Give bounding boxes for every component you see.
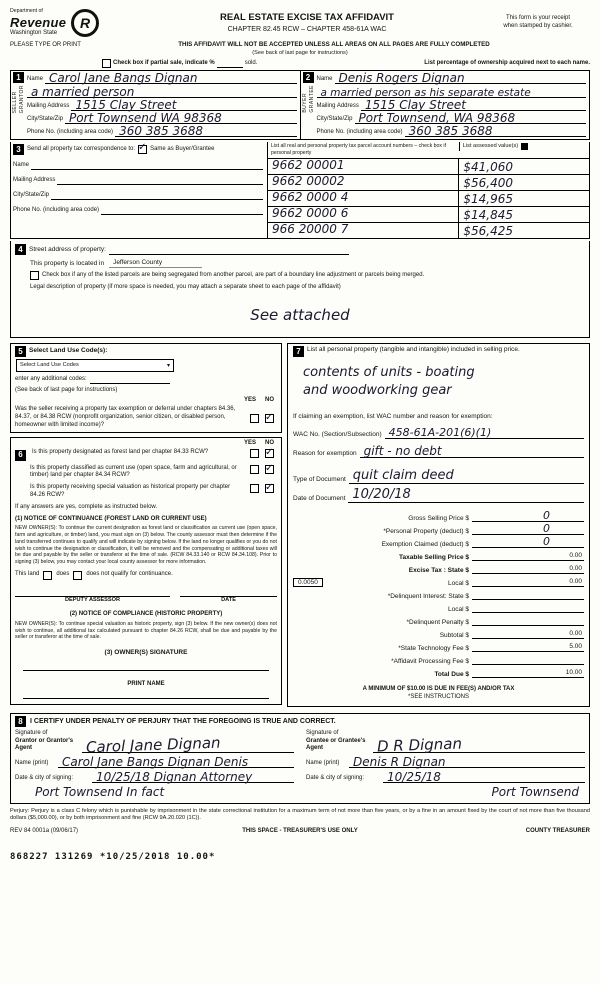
exemption-reason-field[interactable]: gift - no debt — [360, 446, 584, 458]
personal-property-label: List all personal property (tangible and intangible) included in selling price. — [307, 345, 520, 353]
does-label: does — [56, 571, 70, 578]
located-in-label: This property is located in — [30, 259, 105, 267]
if-any-yes-note: If any answers are yes, complete as instructed below. — [15, 503, 158, 510]
land-use-label: Select Land Use Code(s): — [29, 347, 108, 355]
money-label: Taxable Selling Price $ — [399, 554, 469, 562]
segregated-checkbox[interactable] — [30, 271, 39, 280]
partial-sale-label: Check box if partial sale, indicate % — [113, 59, 215, 66]
partial-percent-field[interactable] — [217, 60, 243, 68]
excise-tax-local-field: 0.00 — [472, 576, 584, 587]
personal-property-deduct-field[interactable]: 0 — [472, 524, 584, 535]
subtotal-field: 0.00 — [472, 628, 584, 639]
county-field[interactable]: Jefferson County — [109, 259, 202, 268]
legal-description-area[interactable]: See attached — [250, 305, 350, 324]
forest-no-checkbox[interactable] — [265, 449, 274, 458]
money-label: Exemption Claimed (deduct) $ — [381, 541, 469, 549]
seller-address-label: Mailing Address — [27, 103, 70, 110]
seller-name-field[interactable]: Carol Jane Bangs Dignan — [45, 72, 296, 84]
grantee-agent-label: Grantee or Grantee's Agent — [306, 737, 366, 752]
exemption-reason-label: Reason for exemption — [293, 449, 357, 457]
grantee-signature-block — [306, 730, 585, 801]
historic-question: Is this property receiving special valuation as historical property per chapter 84.26 RCW? — [30, 484, 231, 498]
section-7-badge: 7 — [293, 346, 304, 357]
grantee-name-print-field[interactable]: Denis R Dignan — [349, 756, 585, 768]
sold-label: sold. — [244, 59, 258, 66]
chevron-down-icon: ▾ — [166, 362, 170, 369]
grantor-name-print-field[interactable]: Carol Jane Bangs Dignan Denis — [58, 756, 294, 768]
current-use-question: Is this property classified as current use (open space, farm and agricultural, or timber) land per chapter 84.34 RCW? — [30, 464, 237, 479]
exemption-no-checkbox[interactable] — [265, 414, 274, 423]
correspondence-city-field[interactable] — [51, 188, 263, 200]
signature-of-label: Signature of — [306, 729, 339, 736]
grantor-date-city-field[interactable]: 10/25/18 Dignan Attorney — [92, 771, 294, 783]
parcel-row[interactable]: 9662 0000 4 $14,965 — [268, 191, 589, 207]
perjury-statement: Perjury: Perjury is a class C felony which is punishable by imprisonment in the state correctional institution for a maximum term of not more than five years, or by a fine in an amount fixed by the court of not more than five thousand dollars ($5,000.00), or by both imprisonment and fine (RCW 9A.20.020 (1C)). — [10, 808, 590, 822]
owner-signature-field[interactable] — [23, 658, 269, 671]
money-label: Subtotal $ — [439, 632, 469, 640]
grantee-date-city-field[interactable]: 10/25/18 — [383, 771, 585, 783]
money-label: Excise Tax : State $ — [408, 567, 469, 575]
seller-side-label: SELLER GRANTOR — [12, 85, 25, 114]
money-label: *Affidavit Processing Fee $ — [391, 658, 469, 666]
land-use-select[interactable]: Select Land Use Codes ▾ — [16, 359, 174, 372]
money-label: Local $ — [448, 606, 469, 614]
no-header: NO — [265, 396, 274, 403]
gross-selling-price-field[interactable]: 0 — [472, 511, 584, 522]
section-2-badge: 2 — [303, 72, 314, 83]
seller-name-field-2[interactable]: a married person — [27, 84, 297, 98]
correspondence-phone-field[interactable] — [101, 203, 263, 215]
buyer-city-label: City/State/Zip — [316, 116, 353, 123]
owners-signature-title: (3) OWNER(S) SIGNATURE — [104, 649, 188, 657]
correspondence-name-label: Name — [13, 162, 30, 169]
money-label: *Delinquent Penalty $ — [406, 619, 469, 627]
form-chapter: CHAPTER 82.45 RCW – CHAPTER 458-61A WAC — [227, 25, 387, 33]
seller-address-field[interactable]: 1515 Clay Street — [71, 99, 296, 111]
minimum-due-note: A MINIMUM OF $10.00 IS DUE IN FEE(S) AND/OR TAX — [362, 686, 515, 693]
wac-number-label: WAC No. (Section/Subsection) — [293, 430, 382, 438]
section-5 — [10, 343, 282, 433]
receipt-note-line2: when stamped by cashier. — [503, 23, 573, 29]
document-date-field[interactable]: 10/20/18 — [348, 491, 584, 503]
parcel-row[interactable]: 9662 0000 6 $14,845 — [268, 207, 589, 223]
buyer-phone-label: Phone No. (including area code) — [316, 129, 403, 136]
section-3-badge: 3 — [13, 144, 24, 155]
document-type-field[interactable]: quit claim deed — [349, 472, 584, 484]
correspondence-address-field[interactable] — [57, 173, 263, 185]
form-revision-number: REV 84 0001a (09/06/17) — [10, 827, 79, 834]
seller-city-field[interactable]: Port Townsend WA 98368 — [65, 112, 296, 124]
money-label: Total Due $ — [434, 671, 469, 679]
parcel-numbers-header: List all real and personal property tax parcel account numbers – check box if personal property — [271, 143, 447, 156]
date-label: DATE — [221, 596, 236, 603]
does-not-qualify-checkbox[interactable] — [73, 571, 82, 580]
value-header-box-icon — [521, 143, 528, 150]
revenue-logo — [10, 8, 128, 38]
seller-phone-field[interactable]: 360 385 3688 — [115, 125, 296, 137]
correspondence-name-field[interactable] — [31, 158, 263, 170]
grantor-signature-field[interactable]: Carol Jane Dignan — [82, 741, 294, 753]
buyer-section — [301, 70, 591, 140]
print-name-label: PRINT NAME — [127, 680, 165, 687]
form-header — [10, 8, 590, 38]
document-date-label: Date of Document — [293, 494, 346, 502]
ownership-percentage-note: List percentage of ownership acquired next to each name. — [424, 59, 590, 66]
yes-header: YES — [243, 396, 256, 403]
notice-continuance-body: NEW OWNER(S): To continue the current designation as forest land or classification as current use (open space, farm and agriculture, or timber) land, you must sign on (3) below. The county assessor must then determine if the land transferred continues to qualify and will indicate by signing below. If the land no longer qualifies or you do not wish to continue the designation or classification, it will be removed and the compensating or additional taxes will be due and payable by the seller or transferor at the time of sale. (RCW 84.33.140 or RCW 84.34.108). Prior to signing (3) below, you may contact your local county assessor for more information. — [15, 525, 277, 566]
parties-section — [10, 70, 590, 140]
date-city-label: Date & city of signing: — [306, 775, 365, 782]
state-technology-fee-field: 5.00 — [472, 641, 584, 652]
correspondence-phone-label: Phone No. (including area code) — [13, 207, 100, 214]
personal-property-field[interactable]: contents of units - boating and woodworking gear — [303, 364, 475, 398]
seller-name-label: Name — [27, 76, 44, 83]
delinquent-interest-local-field[interactable] — [472, 602, 584, 613]
yes-header-2: YES — [243, 439, 256, 446]
local-rate-box: 0.0050 — [293, 578, 323, 587]
grantee-city-overflow: Port Townsend — [491, 785, 579, 800]
section-3 — [10, 142, 590, 239]
forest-yes-checkbox[interactable] — [250, 449, 259, 458]
money-label: *Personal Property (deduct) $ — [383, 528, 469, 536]
does-not-label: does not qualify for continuance. — [86, 571, 173, 578]
see-back-note: (See back of last page for instructions) — [252, 49, 348, 56]
same-as-buyer-checkbox[interactable] — [138, 145, 147, 154]
exemption-claim-label: If claiming an exemption, list WAC number and reason for exemption: — [293, 412, 493, 420]
tax-exemption-question: Was the seller receiving a property tax exemption or deferral under chapters 84.36, 84.37, or 84.38 RCW (nonprofit organization, senior citizen, or disabled person, homeowner with limited income)? — [15, 406, 236, 428]
excise-tax-state-field: 0.00 — [472, 563, 584, 574]
segregated-label: Check box if any of the listed parcels are being segregated from another parcel, are part of a boundary line adjustment or parcels being merged. — [42, 271, 425, 278]
name-print-label: Name (print) — [15, 760, 49, 767]
revenue-wordmark: Revenue — [10, 14, 67, 30]
deputy-assessor-label: DEPUTY ASSESSOR — [65, 596, 121, 603]
section-8-badge: 8 — [15, 716, 26, 727]
historic-no-checkbox[interactable] — [265, 484, 274, 493]
affidavit-processing-fee-field[interactable] — [472, 654, 584, 665]
seller-section — [10, 70, 301, 140]
section-5-badge: 5 — [15, 346, 26, 357]
seller-phone-label: Phone No. (including area code) — [27, 129, 114, 136]
section-4 — [10, 241, 590, 338]
svg-text:R: R — [80, 15, 91, 31]
notice-continuance-title: (1) NOTICE OF CONTINUANCE (FOREST LAND OR CURRENT USE) — [15, 515, 207, 522]
seller-city-label: City/State/Zip — [27, 116, 64, 123]
grantee-signature-field[interactable]: D R Dignan — [373, 741, 585, 753]
legal-description-label: Legal description of property (if more space is needed, you may attach a separate sheet to each page of the affidavit) — [30, 284, 341, 290]
warning-text: THIS AFFIDAVIT WILL NOT BE ACCEPTED UNLESS ALL AREAS ON ALL PAGES ARE FULLY COMPLETED — [178, 41, 490, 48]
correspondence-city-label: City/State/Zip — [13, 192, 50, 199]
form-title: REAL ESTATE EXCISE TAX AFFIDAVIT — [219, 11, 394, 23]
section-4-badge: 4 — [15, 244, 26, 255]
cashier-stamp: 868227 131269 *10/25/2018 10.00* — [10, 851, 216, 862]
street-address-label: Street address of property: — [29, 246, 106, 254]
money-label: *State Technology Fee $ — [398, 645, 469, 653]
buyer-name-field-2[interactable]: a married person as his separate estate — [317, 84, 587, 98]
section-1-badge: 1 — [13, 72, 24, 83]
grantor-date-city-overflow: Port Townsend In fact — [35, 785, 165, 800]
current-use-no-checkbox[interactable] — [265, 465, 274, 474]
buyer-address-label: Mailing Address — [316, 103, 359, 110]
buyer-city-field[interactable]: Port Townsend, WA 98368 — [355, 112, 586, 124]
owner-print-name-field[interactable] — [23, 688, 269, 699]
additional-codes-label: enter any additional codes: — [15, 376, 87, 382]
see-instructions-note: *SEE INSTRUCTIONS — [407, 694, 469, 701]
grantor-signature-block — [15, 730, 294, 801]
receipt-note-line1: This form is your receipt — [505, 15, 571, 22]
washington-state-label: Washington State — [10, 29, 58, 36]
county-treasurer-label: COUNTY TREASURER — [525, 827, 590, 834]
signature-of-label: Signature of — [15, 729, 48, 736]
name-print-label: Name (print) — [306, 760, 340, 767]
dept-of-label: Department of — [10, 8, 43, 15]
revenue-logo-icon — [70, 8, 100, 38]
delinquent-interest-state-field[interactable] — [472, 589, 584, 600]
section-7 — [287, 343, 590, 707]
buyer-side-label: BUYER GRANTEE — [301, 85, 315, 113]
does-qualify-checkbox[interactable] — [43, 571, 52, 580]
see-back-note-2: (See back of last page for instructions) — [15, 386, 118, 393]
money-label: Local $ — [448, 580, 469, 588]
current-use-yes-checkbox[interactable] — [250, 465, 259, 474]
send-correspondence-label: Send all property tax correspondence to: — [27, 145, 136, 152]
buyer-phone-field[interactable]: 360 385 3688 — [405, 125, 586, 137]
certify-statement: I CERTIFY UNDER PENALTY OF PERJURY THAT THE FOREGOING IS TRUE AND CORRECT. — [30, 717, 336, 725]
money-label: *Delinquent Interest: State $ — [387, 593, 469, 601]
historic-yes-checkbox[interactable] — [250, 484, 259, 493]
parcel-row[interactable]: 9662 00002 $56,400 — [268, 175, 589, 191]
date-city-label: Date & city of signing: — [15, 775, 74, 782]
partial-sale-checkbox[interactable] — [102, 59, 111, 68]
notice-compliance-body: NEW OWNER(S): To continue special valuation as historic property, sign (3) below. If the new owner(s) does not wish to continue, all additional tax calculated pursuant to chapter 84.26 RCW, shall be due and payable by the seller or transferor at the time of sale. — [15, 620, 277, 641]
total-due-field: 10.00 — [472, 667, 584, 678]
buyer-address-field[interactable]: 1515 Clay Street — [361, 99, 586, 111]
please-type-or-print: PLEASE TYPE OR PRINT — [10, 42, 81, 48]
money-label: Gross Selling Price $ — [408, 515, 469, 523]
forest-land-question: Is this property designated as forest land per chapter 84.33 RCW? — [32, 448, 209, 455]
grantor-agent-label: Grantor or Grantor's Agent — [15, 737, 74, 752]
no-header-2: NO — [265, 439, 274, 446]
section-6-badge: 6 — [15, 450, 26, 461]
section-6 — [10, 437, 282, 706]
same-as-buyer-label: Same as Buyer/Grantee — [150, 145, 215, 152]
street-address-field[interactable] — [109, 243, 349, 255]
additional-codes-field[interactable] — [90, 375, 170, 384]
notice-compliance-title: (2) NOTICE OF COMPLIANCE (HISTORIC PROPERTY) — [69, 611, 223, 618]
tax-computation-block — [293, 509, 584, 678]
wac-number-field[interactable]: 458-61A-201(6)(1) — [385, 427, 584, 439]
parcel-row[interactable]: 9662 00001 $41,060 — [268, 159, 589, 175]
parcel-row[interactable]: 966 20000 7 $56,425 — [268, 223, 589, 238]
treasurer-space-label: THIS SPACE - TREASURER'S USE ONLY — [242, 827, 358, 834]
delinquent-penalty-field[interactable] — [472, 615, 584, 626]
exemption-claimed-field[interactable]: 0 — [472, 537, 584, 548]
buyer-name-label: Name — [316, 76, 333, 83]
exemption-yes-checkbox[interactable] — [250, 414, 259, 423]
correspondence-address-label: Mailing Address — [13, 177, 56, 184]
assessed-value-header: List assessed value(s) — [462, 143, 519, 150]
section-8 — [10, 713, 590, 804]
buyer-name-field[interactable]: Denis Rogers Dignan — [335, 72, 586, 84]
taxable-selling-price-field: 0.00 — [472, 550, 584, 561]
this-land-label: This land — [15, 571, 40, 578]
document-type-label: Type of Document — [293, 475, 346, 483]
